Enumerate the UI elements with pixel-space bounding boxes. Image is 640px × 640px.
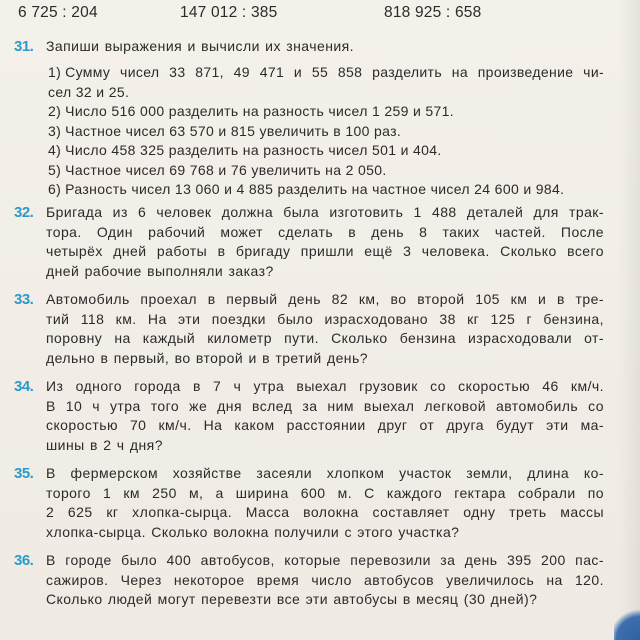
task-31-item: 3) Частное чисел 63 570 и 815 увеличить в 100 раз. — [48, 122, 402, 139]
task-number: 36. — [14, 552, 34, 569]
expression-1: 6 725 : 204 — [18, 4, 98, 21]
task-31-item: 5) Частное чисел 69 768 и 76 увеличить на 2 050. — [48, 161, 387, 178]
task-34-text: Из одного города в 7 ч утра выехал грузовик со скоростью 46 км/ч. В 10 ч утра того же дня вслед за ним выехал легковой автомобиль со скоростью 70 км/ч. На каком расстоянии друг от друга будут эти ма- шины в 2 ч дня? — [46, 378, 604, 453]
task-31-intro: Запиши выражения и вычисли их значения. — [46, 38, 355, 54]
task-31-item: 6) Разность чисел 13 060 и 4 885 разделить на частное чисел 24 600 и 984. — [48, 181, 565, 197]
expression-2: 147 012 : 385 — [180, 4, 278, 21]
task-36-text: В городе было 400 автобусов, которые перевозили за день 395 200 пас- сажиров. Через некоторое время число автобусов увеличилось на 120. Сколько людей могут перевезти все эти автобусы в месяц (30 дней)? — [46, 552, 604, 607]
task-31-item: 2) Число 516 000 разделить на разность чисел 1 259 и 571. — [48, 103, 455, 119]
task-32-text: Бригада из 6 человек должна была изготовить 1 488 деталей для трак- тора. Один рабочий может сделать в день 8 таких частей. После четырёх дней работы в бригаду пришли ещё 3 человека. Сколько всего дней рабочие выполняли заказ? — [46, 204, 604, 279]
task-number: 35. — [14, 465, 34, 482]
task-31-item: 4) Число 458 325 разделить на разность чисел 501 и 404. — [48, 142, 442, 158]
task-31-items — [48, 63, 604, 200]
task-number: 34. — [14, 378, 34, 395]
page-corner-decoration — [614, 606, 640, 640]
task-35-text: В фермерском хозяйстве засеяли хлопком участок земли, длина ко- торого 1 км 250 м, а ширина 600 м. С каждого гектара собрали по 2 625 кг хлопка-сырца. Масса волокна составляет одну треть массы хлопка-сырца. Сколько волокна получили с этого участка? — [46, 465, 604, 540]
task-number: 31. — [14, 38, 34, 55]
task-number: 33. — [14, 291, 34, 308]
task-number: 32. — [14, 204, 34, 221]
task-33-text: Автомобиль проехал в первый день 82 км, во второй 105 км и в тре- тий 118 км. На эти поездки было израсходовано 38 кг 125 г бензина, поровну на каждый километр пути. Сколько бензина израсходовали от- дельно в первый, во второй и в третий день? — [46, 291, 604, 366]
division-expressions-row — [18, 4, 618, 24]
page-edge-shadow — [618, 0, 640, 640]
task-31-item: 1) Сумму чисел 33 871, 49 471 и 55 858 разделить на произведение чи- сел 32 и 25. — [48, 64, 604, 100]
expression-3: 818 925 : 658 — [384, 4, 482, 21]
